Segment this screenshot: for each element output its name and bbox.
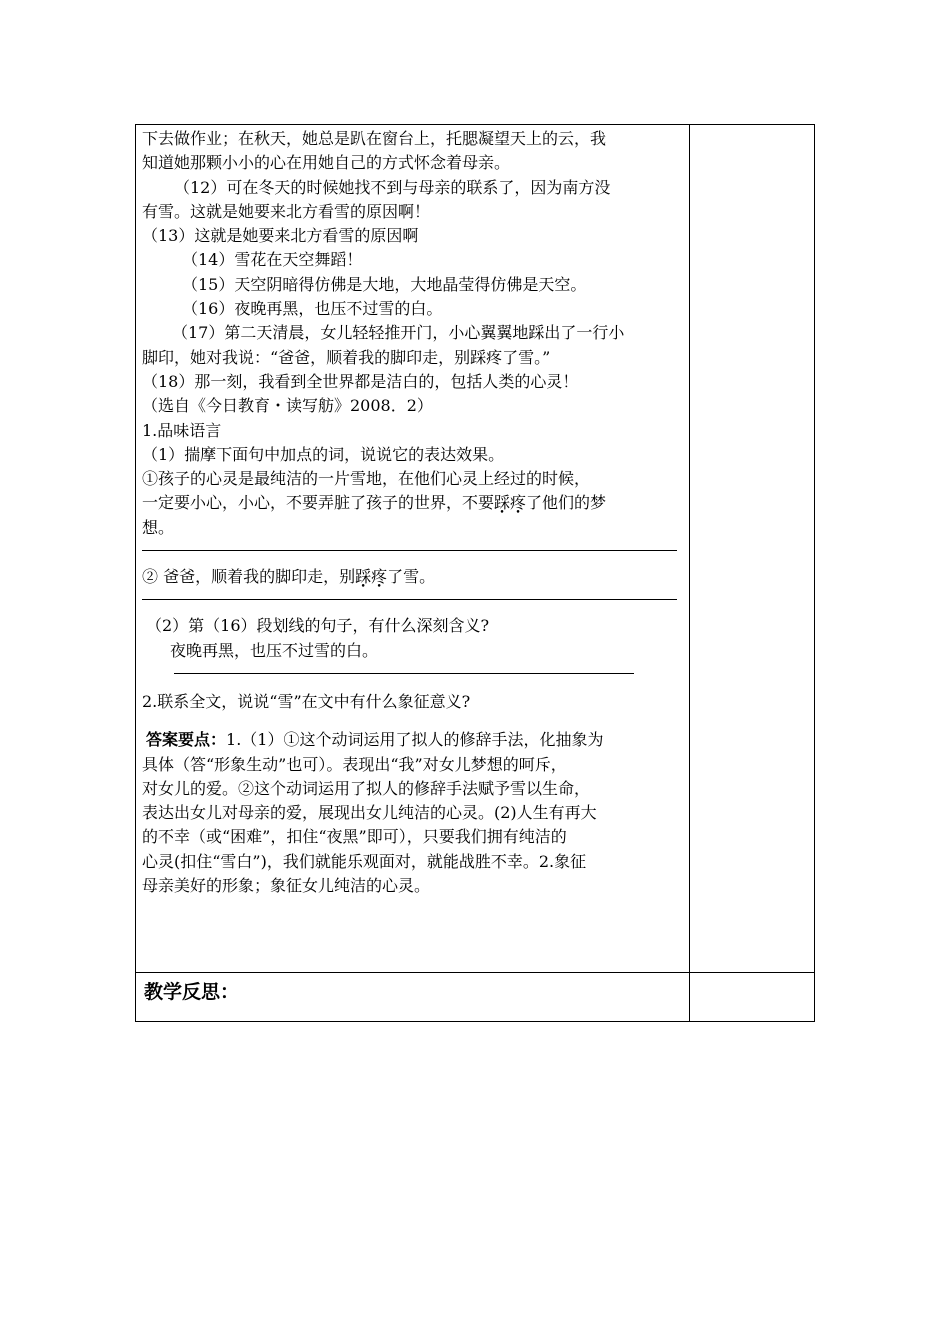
answer-line-text: 答案要点：1.（1）①这个动词运用了拟人的修辞手法，化抽象为 (146, 730, 604, 750)
lesson-content (142, 127, 682, 898)
text-line: 表达出女儿对母亲的爱，展现出女儿纯洁的心灵。(2)人生有再大 (142, 803, 597, 823)
answer-label: 答案要点： (146, 730, 227, 750)
text-line: （17）第二天清晨，女儿轻轻推开门，小心翼翼地踩出了一行小 (172, 323, 625, 343)
text-line: 脚印，她对我说：“爸爸，顺着我的脚印走，别踩疼了雪。” (142, 347, 551, 367)
dotted-word: 疼 (371, 567, 388, 587)
column-divider (689, 125, 690, 1021)
dotted-word: 疼 (510, 493, 527, 513)
text-line: ② 爸爸，顺着我的脚印走，别踩疼了雪。 (142, 567, 436, 587)
text-line: 夜晚再黑，也压不过雪的白。 (170, 640, 379, 660)
text-line: 知道她那颗小小的心在用她自己的方式怀念着母亲。 (142, 153, 511, 173)
text-line: （选自《今日教育・读写舫》2008．2） (142, 396, 433, 416)
text-line: 母亲美好的形象；象征女儿纯洁的心灵。 (142, 876, 431, 896)
text-line: （13）这就是她要来北方看雪的原因啊 (142, 226, 419, 246)
lesson-table (135, 124, 815, 1022)
text-line: 具体（答“形象生动”也可）。表现出“我”对女儿梦想的呵斥， (142, 754, 567, 774)
text-line: 下去做作业；在秋天，她总是趴在窗台上，托腮凝望天上的云，我 (142, 129, 607, 148)
text-line: 有雪。这就是她要来北方看雪的原因啊！ (142, 201, 431, 221)
text-line: （12）可在冬天的时候她找不到与母亲的联系了，因为南方没 (174, 177, 611, 197)
question-line: （1）揣摩下面句中加点的词，说说它的表达效果。 (142, 444, 505, 464)
text-line: 心灵(扣住“雪白”)，我们就能乐观面对，就能战胜不幸。2.象征 (142, 851, 587, 871)
answer-line[interactable] (174, 663, 634, 674)
row-divider (136, 972, 814, 973)
section-heading: 1.品味语言 (142, 420, 222, 440)
text-line: 的不幸（或“困难”，扣住“夜黑”即可），只要我们拥有纯洁的 (142, 827, 567, 847)
text-line: （18）那一刻，我看到全世界都是洁白的，包括人类的心灵！ (142, 371, 579, 391)
reflection-label: 教学反思： (144, 981, 240, 1003)
text-line: 一定要小心，小心，不要弄脏了孩子的世界，不要踩疼了他们的梦 (142, 493, 607, 513)
question-line: 2.联系全文，说说“雪”在文中有什么象征意义? (142, 691, 471, 711)
answer-line[interactable] (142, 540, 677, 551)
text-line: ①孩子的心灵是最纯洁的一片雪地，在他们心灵上经过的时候， (142, 469, 591, 489)
answer-line[interactable] (142, 589, 677, 600)
dotted-word: 踩 (355, 567, 372, 587)
text-line: （16）夜晚再黑，也压不过雪的白。 (182, 299, 443, 319)
text-line: 想。 (142, 517, 175, 537)
question-line: （2）第（16）段划线的句子，有什么深刻含义? (146, 616, 490, 636)
dotted-word: 踩 (494, 493, 511, 513)
text-line: 对女儿的爱。②这个动词运用了拟人的修辞手法赋予雪以生命， (142, 778, 591, 798)
text-line: （15）天空阴暗得仿佛是大地，大地晶莹得仿佛是天空。 (182, 274, 587, 294)
text-line: （14）雪花在天空舞蹈！ (182, 250, 363, 270)
